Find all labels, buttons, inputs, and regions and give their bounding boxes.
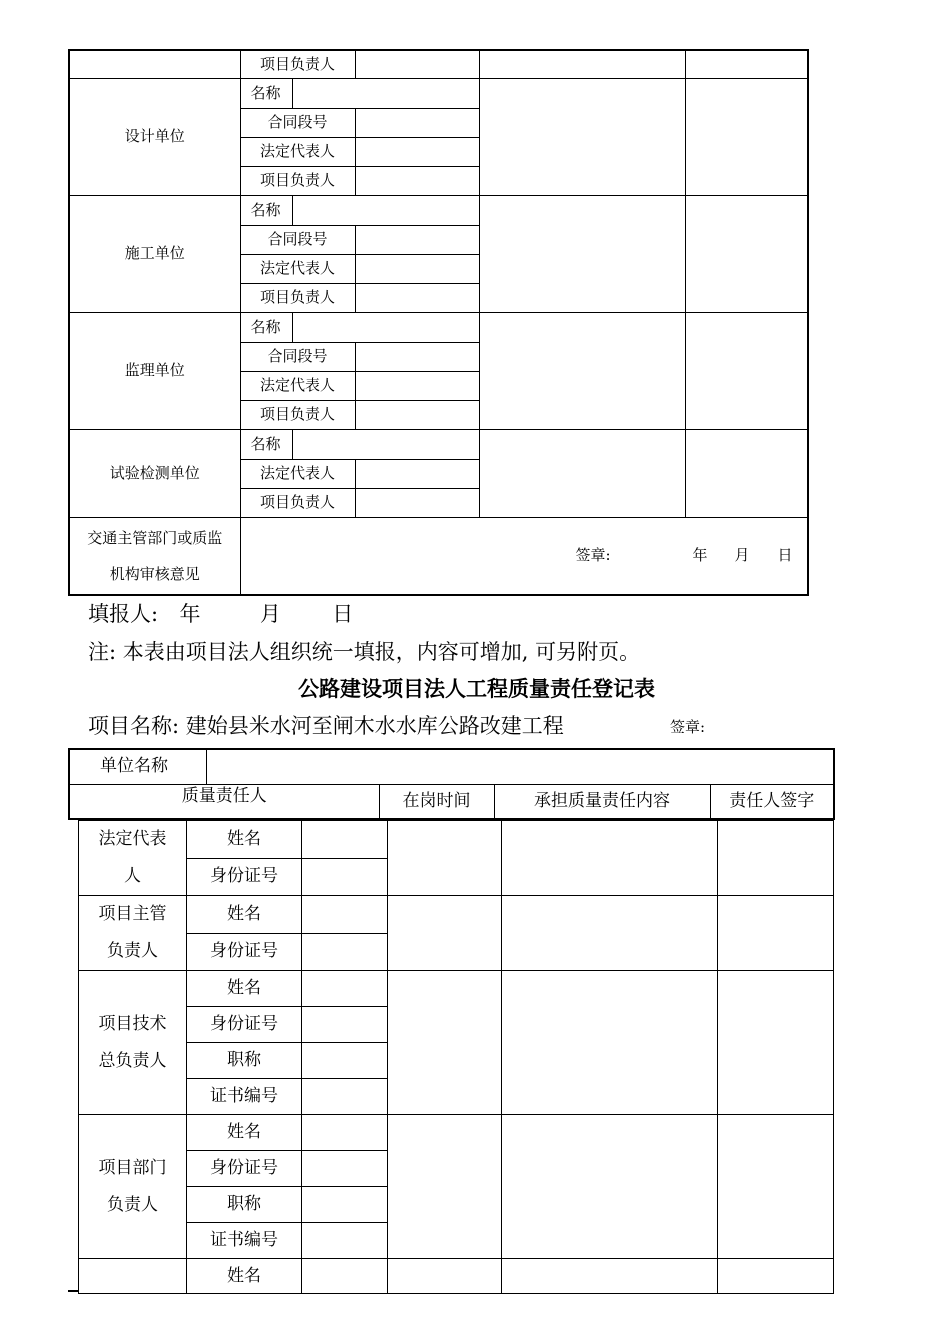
- role-line: 负责人: [107, 941, 158, 961]
- value-cell[interactable]: [302, 1115, 388, 1151]
- unit-name-label: 单位名称: [69, 749, 206, 784]
- field-name: 姓名: [187, 1115, 302, 1151]
- field-id: 身份证号: [187, 858, 302, 896]
- value-cell[interactable]: [302, 1007, 388, 1043]
- value-cell[interactable]: [355, 225, 479, 254]
- field-id: 身份证号: [187, 1151, 302, 1187]
- value-cell[interactable]: [355, 137, 479, 166]
- value-cell[interactable]: [355, 459, 479, 488]
- name-label: 名称: [240, 78, 292, 108]
- legal-label: 法定代表人: [240, 371, 355, 400]
- value-cell[interactable]: [302, 933, 388, 971]
- header-content: 承担质量责任内容: [494, 784, 710, 819]
- value-cell[interactable]: [685, 195, 808, 312]
- note-text: 注: 本表由项目法人组织统一填报，内容可增加, 可另附页。: [88, 640, 641, 664]
- value-cell[interactable]: [355, 283, 479, 312]
- owner-cell: [69, 50, 240, 78]
- field-cert: 证书编号: [187, 1079, 302, 1115]
- role-line: 人: [124, 866, 141, 886]
- header-on-post: 在岗时间: [379, 784, 494, 819]
- month-label: 月: [734, 545, 750, 564]
- pm-label: 项目负责人: [240, 488, 355, 517]
- value-cell[interactable]: [479, 50, 685, 78]
- role-dept-lead: [79, 1115, 187, 1259]
- signature-cell[interactable]: [718, 821, 834, 896]
- value-cell[interactable]: [685, 429, 808, 517]
- value-cell[interactable]: [302, 896, 388, 934]
- value-cell[interactable]: [302, 1043, 388, 1079]
- field-title: 职称: [187, 1043, 302, 1079]
- legal-label: 法定代表人: [240, 254, 355, 283]
- pm-label: 项目负责人: [240, 166, 355, 195]
- seal-label: 签章:: [670, 718, 706, 736]
- value-cell[interactable]: [355, 342, 479, 371]
- value-cell[interactable]: [302, 971, 388, 1007]
- value-cell[interactable]: [292, 429, 479, 459]
- day-label: 日: [777, 545, 793, 564]
- name-label: 名称: [240, 312, 292, 342]
- value-cell[interactable]: [292, 78, 479, 108]
- value-cell[interactable]: [302, 1151, 388, 1187]
- pm-label: 项目负责人: [240, 283, 355, 312]
- pm-label: 项目负责人: [240, 50, 355, 78]
- year-label: 年: [692, 545, 708, 564]
- value-cell[interactable]: [479, 429, 685, 517]
- project-line: [88, 710, 564, 740]
- role-line: 总负责人: [98, 1050, 167, 1071]
- filler-label: 填报人:: [88, 602, 159, 626]
- role-line: 项目部门: [98, 1157, 167, 1178]
- on-post-cell[interactable]: [388, 896, 502, 971]
- on-post-cell[interactable]: [388, 1259, 502, 1294]
- field-cert: 证书编号: [187, 1223, 302, 1259]
- on-post-cell[interactable]: [388, 971, 502, 1115]
- field-id: 身份证号: [187, 1007, 302, 1043]
- filler-month: 月: [259, 602, 281, 626]
- signature-cell[interactable]: [718, 971, 834, 1115]
- value-cell[interactable]: [479, 78, 685, 195]
- review-label-line: 机构审核意见: [109, 564, 200, 583]
- field-name: 姓名: [187, 1259, 302, 1294]
- quality-body-table: [78, 820, 834, 1294]
- value-cell[interactable]: [355, 400, 479, 429]
- field-title: 职称: [187, 1187, 302, 1223]
- filler-day: 日: [332, 602, 354, 626]
- on-post-cell[interactable]: [388, 1115, 502, 1259]
- on-post-cell[interactable]: [388, 821, 502, 896]
- field-name: 姓名: [187, 971, 302, 1007]
- filler-year: 年: [179, 602, 201, 626]
- field-id: 身份证号: [187, 933, 302, 971]
- value-cell[interactable]: [685, 78, 808, 195]
- quality-header-table: [68, 748, 835, 820]
- role-tech-lead: [79, 971, 187, 1115]
- value-cell[interactable]: [355, 488, 479, 517]
- role-legal-rep: [79, 821, 187, 896]
- project-label: 项目名称:: [88, 714, 180, 738]
- project-name: 建始县米水河至闸木水水库公路改建工程: [185, 714, 564, 738]
- contract-label: 合同段号: [240, 342, 355, 371]
- value-cell[interactable]: [355, 50, 479, 78]
- value-cell[interactable]: [355, 254, 479, 283]
- filler-line: [88, 598, 353, 628]
- value-cell[interactable]: [479, 195, 685, 312]
- value-cell[interactable]: [302, 1079, 388, 1115]
- construction-unit-label: 施工单位: [69, 195, 240, 312]
- legal-label: 法定代表人: [240, 137, 355, 166]
- review-label-line: 交通主管部门或质监: [87, 528, 223, 547]
- content-cell[interactable]: [502, 821, 718, 896]
- value-cell[interactable]: [302, 821, 388, 859]
- legal-label: 法定代表人: [240, 459, 355, 488]
- header-responsible: 质量责任人: [69, 784, 379, 819]
- content-cell[interactable]: [502, 896, 718, 971]
- signature-cell[interactable]: [718, 1259, 834, 1294]
- role-line: 负责人: [107, 1194, 158, 1215]
- role-supervisor: [79, 896, 187, 971]
- unit-info-table: [68, 49, 809, 596]
- value-cell[interactable]: [355, 108, 479, 137]
- contract-label: 合同段号: [240, 108, 355, 137]
- role-line: 法定代表: [98, 829, 167, 849]
- content-cell[interactable]: [502, 1259, 718, 1294]
- form-title: 公路建设项目法人工程质量责任登记表: [298, 676, 655, 701]
- value-cell[interactable]: [685, 50, 808, 78]
- value-cell[interactable]: [292, 195, 479, 225]
- field-name: 姓名: [187, 896, 302, 934]
- value-cell[interactable]: [685, 312, 808, 429]
- content-cell[interactable]: [502, 971, 718, 1115]
- design-unit-label: 设计单位: [69, 78, 240, 195]
- value-cell[interactable]: [292, 312, 479, 342]
- corner-mark: [68, 1290, 78, 1292]
- role-line: 项目技术: [98, 1013, 167, 1034]
- header-signature: 责任人签字: [710, 784, 834, 819]
- value-cell[interactable]: [302, 1187, 388, 1223]
- value-cell[interactable]: [355, 166, 479, 195]
- value-cell[interactable]: [302, 1223, 388, 1259]
- value-cell[interactable]: [302, 1259, 388, 1294]
- contract-label: 合同段号: [240, 225, 355, 254]
- unit-name-value[interactable]: [206, 749, 834, 784]
- value-cell[interactable]: [355, 371, 479, 400]
- content-cell[interactable]: [502, 1115, 718, 1259]
- role-cell: [79, 1259, 187, 1294]
- name-label: 名称: [240, 429, 292, 459]
- signature-cell[interactable]: [718, 1115, 834, 1259]
- signature-cell[interactable]: [718, 896, 834, 971]
- role-line: 项目主管: [98, 904, 167, 924]
- field-name: 姓名: [187, 821, 302, 859]
- value-cell[interactable]: [302, 858, 388, 896]
- review-label: [69, 517, 240, 595]
- review-opinion-cell[interactable]: [240, 517, 808, 595]
- name-label: 名称: [240, 195, 292, 225]
- seal-label: 签章:: [575, 545, 611, 564]
- testing-unit-label: 试验检测单位: [69, 429, 240, 517]
- pm-label: 项目负责人: [240, 400, 355, 429]
- value-cell[interactable]: [479, 312, 685, 429]
- supervision-unit-label: 监理单位: [69, 312, 240, 429]
